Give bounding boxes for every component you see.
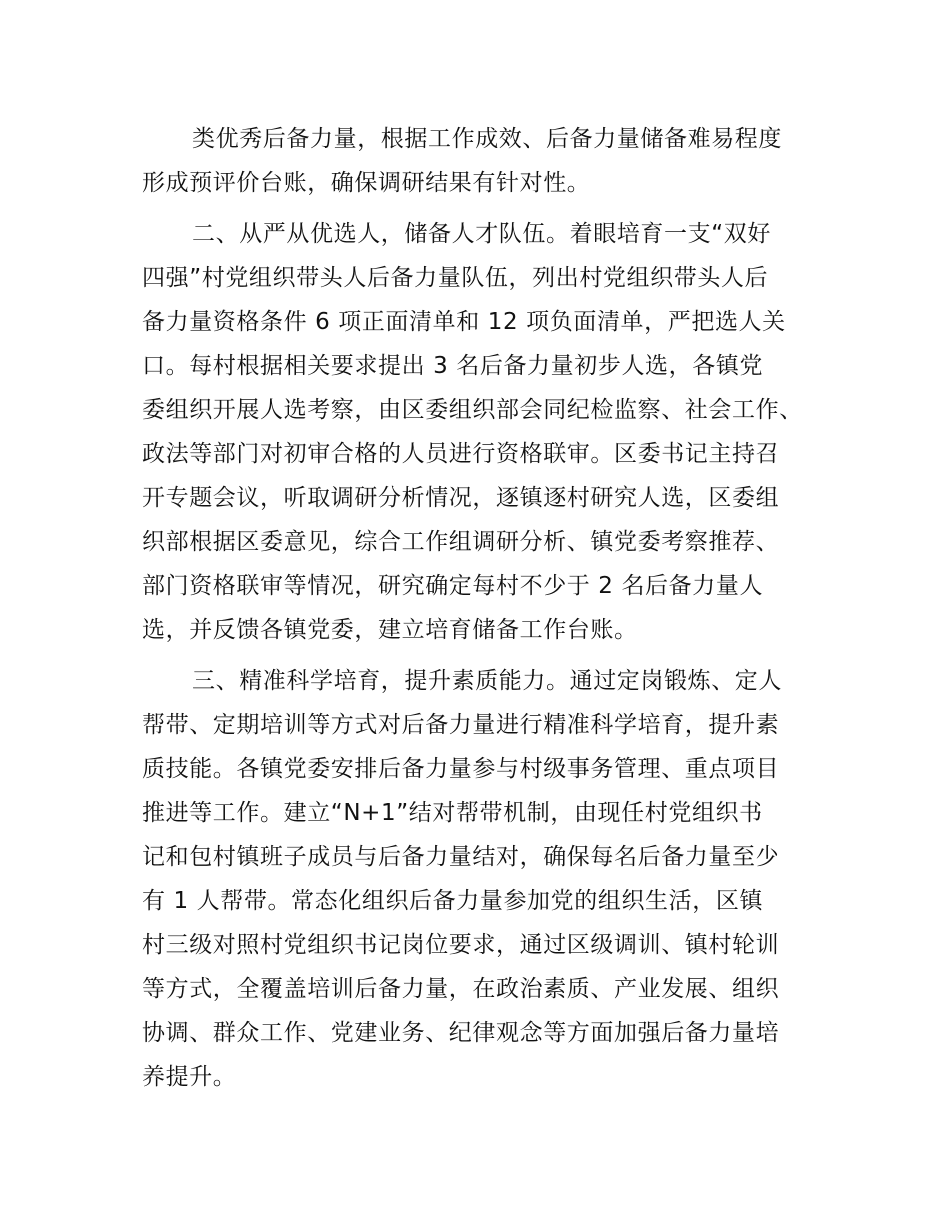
paragraph-line: 二、从严从优选人，储备人才队伍。着眼培育一支“双好 [192,221,771,247]
paragraph-line: 村三级对照村党组织书记岗位要求，通过区级调训、镇村轮训 [142,932,780,958]
paragraph-line: 养提升。 [142,1064,237,1090]
paragraph-line: 等方式，全覆盖培训后备力量，在政治素质、产业发展、组织 [142,976,780,1002]
paragraph-line: 协调、群众工作、党建业务、纪律观念等方面加强后备力量培 [142,1020,780,1046]
paragraph-line: 推进等工作。建立“N+1”结对帮带机制，由现任村党组织书 [142,800,763,826]
paragraph-line: 类优秀后备力量，根据工作成效、后备力量储备难易程度 [192,126,782,152]
paragraph-line: 记和包村镇班子成员与后备力量结对，确保每名后备力量至少 [142,844,780,870]
paragraph-line: 三、精准科学培育，提升素质能力。通过定岗锻炼、定人 [192,668,782,694]
paragraph-line: 委组织开展人选考察，由区委组织部会同纪检监察、社会工作、 [142,397,803,423]
paragraph-line: 开专题会议，听取调研分析情况，逐镇逐村研究人选，区委组 [142,485,780,511]
paragraph-line: 四强”村党组织带头人后备力量队伍，列出村党组织带头人后 [142,265,769,291]
paragraph-1 [142,117,814,205]
paragraph-line: 形成预评价台账，确保调研结果有针对性。 [142,170,591,196]
paragraph-2 [142,212,814,652]
paragraph-line: 口。每村根据相关要求提出 3 名后备力量初步人选，各镇党 [142,353,764,379]
paragraph-line: 政法等部门对初审合格的人员进行资格联审。区委书记主持召 [142,441,780,467]
paragraph-line: 织部根据区委意见，综合工作组调研分析、镇党委考察推荐、 [142,529,780,555]
document-body [142,117,814,1106]
paragraph-line: 质技能。各镇党委安排后备力量参与村级事务管理、重点项目 [142,756,780,782]
paragraph-line: 有 1 人帮带。常态化组织后备力量参加党的组织生活，区镇 [142,888,764,914]
paragraph-3 [142,659,814,1099]
paragraph-line: 选，并反馈各镇党委，建立培育储备工作台账。 [142,617,638,643]
paragraph-line: 帮带、定期培训等方式对后备力量进行精准科学培育，提升素 [142,712,780,738]
paragraph-line: 备力量资格条件 6 项正面清单和 12 项负面清单，严把选人关 [142,309,786,335]
paragraph-line: 部门资格联审等情况，研究确定每村不少于 2 名后备力量人 [142,573,764,599]
